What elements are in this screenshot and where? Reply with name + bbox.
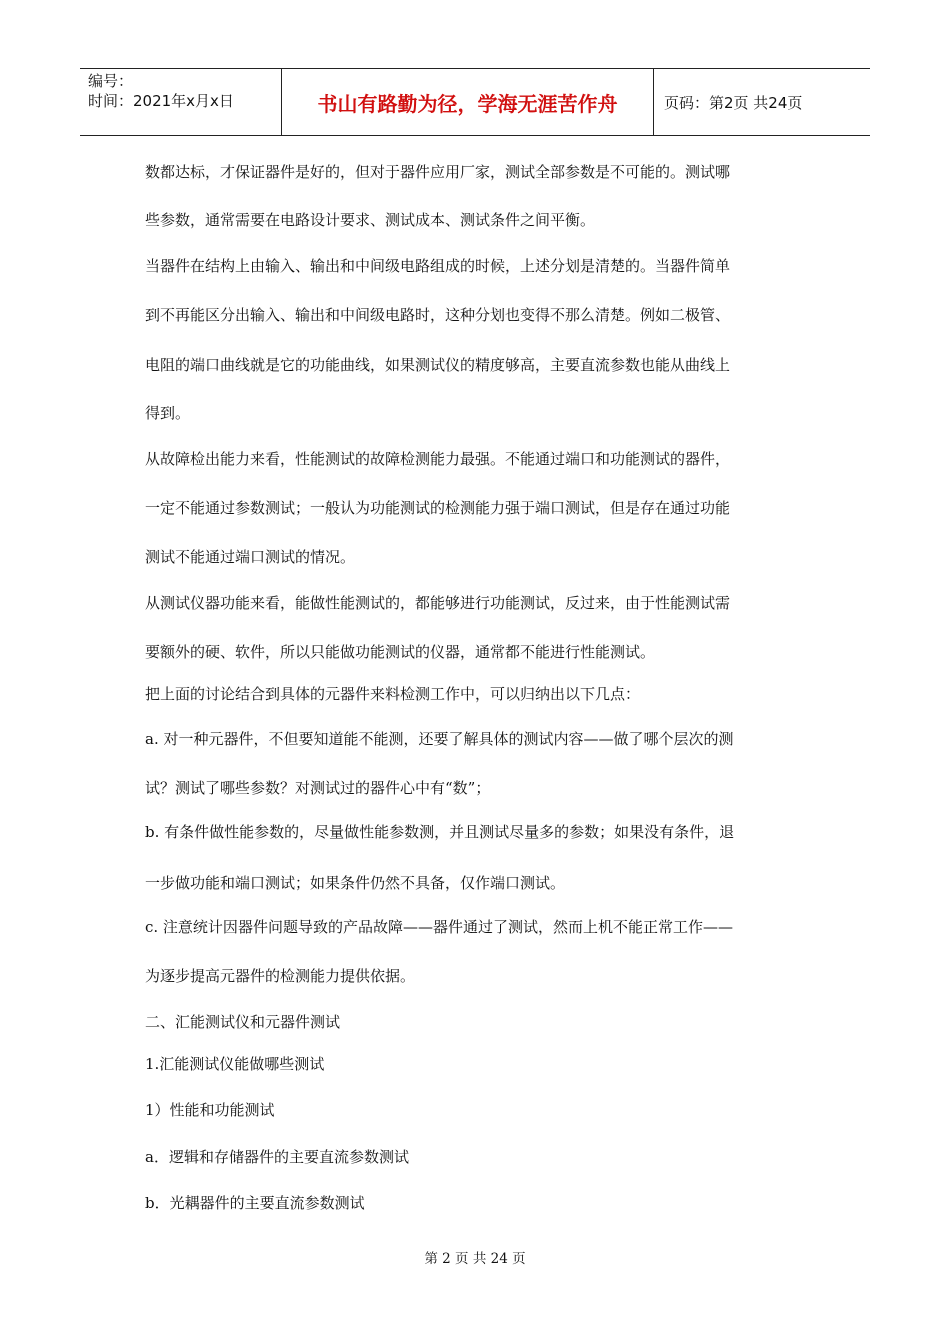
list-item: a．逻辑和存储器件的主要直流参数测试 [145, 1148, 409, 1166]
text-line: 当器件在结构上由输入、输出和中间级电路组成的时候，上述分划是清楚的。当器件简单 [145, 257, 731, 275]
text-line: a. 对一种元器件，不但要知道能不能测，还要了解具体的测试内容——做了哪个层次的测 [145, 730, 734, 748]
text-line: b. 有条件做性能参数的，尽量做性能参数测，并且测试尽量多的参数；如果没有条件，退 [145, 823, 735, 841]
text-line: 为逐步提高元器件的检测能力提供依据。 [145, 967, 416, 985]
header-page-info: 页码：第2页 共24页 [664, 94, 803, 112]
text-line: 到不再能区分出输入、输出和中间级电路时，这种分划也变得不那么清楚。例如二极管、 [145, 306, 731, 324]
text-line: 电阻的端口曲线就是它的功能曲线，如果测试仪的精度够高，主要直流参数也能从曲线上 [145, 356, 731, 374]
text-line: c. 注意统计因器件问题导致的产品故障——器件通过了测试，然而上机不能正常工作—— [145, 918, 733, 936]
text-line: 试？测试了哪些参数？对测试过的器件心中有“数”； [145, 779, 491, 797]
text-line: 些参数，通常需要在电路设计要求、测试成本、测试条件之间平衡。 [145, 211, 596, 229]
text-line: 要额外的硬、软件，所以只能做功能测试的仪器，通常都不能进行性能测试。 [145, 643, 656, 661]
subsection-heading: 1.汇能测试仪能做哪些测试 [145, 1055, 325, 1073]
list-heading: 1）性能和功能测试 [145, 1101, 275, 1119]
header-meta [88, 71, 280, 111]
text-line: 得到。 [145, 404, 191, 422]
text-line: 把上面的讨论结合到具体的元器件来料检测工作中，可以归纳出以下几点： [145, 685, 641, 703]
text-line: 测试不能通过端口测试的情况。 [145, 548, 356, 566]
header-motto: 书山有路勤为径，学海无涯苦作舟 [281, 69, 654, 135]
text-line: 从故障检出能力来看，性能测试的故障检测能力最强。不能通过端口和功能测试的器件， [145, 450, 731, 468]
text-line: 一定不能通过参数测试；一般认为功能测试的检测能力强于端口测试，但是存在通过功能 [145, 499, 731, 517]
document-date: 时间：2021年x月x日 [88, 92, 234, 110]
text-line: 数都达标，才保证器件是好的，但对于器件应用厂家，测试全部参数是不可能的。测试哪 [145, 163, 731, 181]
page-header [80, 68, 870, 136]
text-line: 从测试仪器功能来看，能做性能测试的，都能够进行功能测试，反过来，由于性能测试需 [145, 594, 731, 612]
page-footer: 第 2 页 共 24 页 [424, 1251, 526, 1267]
text-line: 一步做功能和端口测试；如果条件仍然不具备，仅作端口测试。 [145, 874, 566, 892]
document-number: 编号： [88, 72, 134, 90]
section-heading: 二、汇能测试仪和元器件测试 [145, 1013, 341, 1031]
list-item: b．光耦器件的主要直流参数测试 [145, 1194, 365, 1212]
